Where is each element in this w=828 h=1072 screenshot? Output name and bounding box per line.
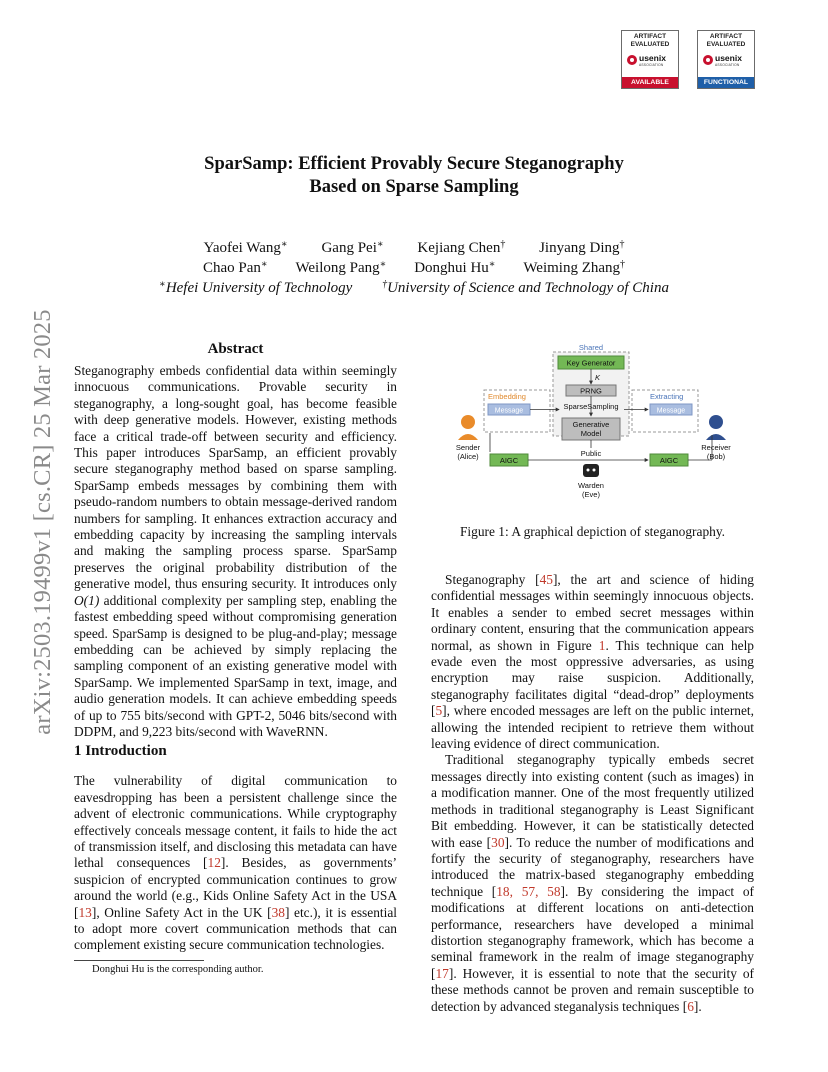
citation-link[interactable]: 45 (539, 572, 553, 587)
warden-label-2: (Eve) (582, 490, 600, 499)
badge-status: AVAILABLE (622, 77, 678, 88)
author: Weilong Pang∗ (295, 259, 387, 276)
footnote-rule (74, 960, 204, 961)
sender-aigc-label: AIGC (499, 456, 519, 465)
steganography-diagram (450, 340, 745, 505)
sparse-sampling-label: SparseSampling (563, 402, 619, 411)
citation-link[interactable]: 30 (491, 834, 505, 850)
artifact-badge-available (621, 30, 679, 89)
receiver-body-icon (706, 434, 726, 440)
author: Donghui Hu∗ (414, 259, 496, 276)
right-column-text (431, 572, 754, 1015)
citation-link[interactable]: 13 (78, 904, 92, 920)
sender-label-1: Sender (455, 443, 481, 452)
artifact-badge-functional (697, 30, 755, 89)
citation-link[interactable]: 17 (435, 965, 449, 981)
usenix-logo-icon (703, 52, 749, 72)
embedding-label: Embedding (488, 392, 526, 401)
complexity-math: O(1) (74, 592, 100, 608)
warden-icon (583, 464, 599, 477)
usenix-logo-icon (627, 52, 673, 72)
figure-caption: Figure 1: A graphical depiction of steganography. (459, 524, 726, 539)
citation-link[interactable]: 5 (435, 703, 443, 719)
citation-link[interactable]: 12 (207, 855, 221, 871)
affiliation: ∗Hefei University of Technology (159, 279, 353, 296)
receiver-icon (709, 415, 723, 429)
footnote: Donghui Hu is the corresponding author. (92, 964, 264, 975)
logo-subtext: ASSOCIATION (639, 63, 664, 67)
author: Kejiang Chen† (417, 239, 506, 256)
logo-subtext: ASSOCIATION (715, 63, 740, 67)
receiver-label-2: (Bob) (706, 452, 726, 461)
author: Weiming Zhang† (523, 259, 626, 276)
intro-paragraph: The vulnerability of digital communication to eavesdropping has been a persistent challenge since the advent of electronic communications. While cryptography effectively conceals message content, it fails to hide the act of transmission itself, and disclosing this metadata can have lethal consequences [12]. Besides, as governments’ suspicion of encrypted communication continues to grow around the world (e.g., Kids Online Safety Act in the USA [13], Online Safety Act in the UK [38] etc.), it is essential to adopt more covert communication methods that can complement existing secure communication technologies. (74, 773, 397, 953)
body-paragraph: Steganography [45], the art and science of hiding confidential messages within seemingly innocuous objects. It enables a sender to embed secret messages within ordinary content, ensuring that the communication appears normal, as shown in Figure 1. This technique can help evade even the most oppressive adversaries, as using encryption may raise suspicion. Additionally, steganography facilitates digital “dead-drop” deployments [5], where encoded messages are left on the public internet, allowing the intended recipient to retrieve them without leaving evidence of direct communication. (431, 572, 754, 752)
abstract-heading: Abstract (207, 341, 264, 357)
extracting-message-label: Message (656, 407, 686, 415)
extracting-label: Extracting (650, 392, 684, 401)
badge-line1: ARTIFACT (633, 33, 667, 40)
key-generator-label: Key Generator (566, 358, 616, 368)
arxiv-identifier: arXiv:2503.19499v1 [cs.CR] 25 Mar 2025 (29, 309, 56, 735)
affiliation: †University of Science and Technology of China (382, 279, 669, 296)
generative-model-label-1: Generative (572, 420, 610, 429)
sender-body-icon (458, 434, 478, 440)
citation-link[interactable]: 38 (271, 904, 285, 920)
logo-text: usenix (715, 53, 742, 63)
badge-line1: ARTIFACT (709, 33, 743, 40)
shared-label: Shared (578, 343, 604, 352)
figure-1-diagram (450, 340, 745, 505)
public-label: Public (580, 449, 602, 458)
affiliations (0, 275, 828, 298)
warden-label-1: Warden (578, 481, 604, 490)
key-k-label: K (595, 373, 601, 382)
sender-icon (461, 415, 475, 429)
title-line-2: Based on Sparse Sampling (309, 177, 519, 197)
section-heading: 1 Introduction (74, 743, 167, 759)
receiver-label-1: Receiver (701, 443, 731, 452)
logo-text: usenix (639, 53, 666, 63)
receiver-aigc-label: AIGC (659, 456, 679, 465)
prng-label: PRNG (580, 386, 602, 396)
badge-status: FUNCTIONAL (698, 77, 754, 88)
title-line-1: SparSamp: Efficient Provably Secure Steganography (204, 154, 624, 174)
embedding-message-label: Message (494, 407, 524, 415)
citation-link[interactable]: 6 (687, 998, 694, 1014)
badge-line2: EVALUATED (630, 41, 670, 48)
introduction-section (74, 743, 397, 954)
generative-model-label-2: Model (580, 429, 602, 438)
figure-link[interactable]: 1 (598, 637, 606, 653)
paper-title (0, 153, 828, 199)
abstract-body: Steganography embeds confidential data within seemingly innocuous communications. Provable security in steganography, a long-sought goal, has become feasible with deep generative models. However, existing methods face a critical trade-off between security and efficiency. This paper introduces SparSamp, an efficient provably secure steganography method based on sparse sampling. SparSamp embeds messages by combining them with pseudo-random numbers to obtain message-derived random numbers for sampling. It enhances extraction accuracy and embedding capacity by increasing the sampling intervals and making the sampling process sparse. SparSamp preserves the original probability distribution of the generative model, thus ensuring security. It introduces only O(1) additional complexity per sampling step, enabling the fastest embedding speed without compromising generation speed. SparSamp is designed to be plug-and-play; message embedding can be achieved by simply replacing the sampling component of an existing generative model with SparSamp. We implemented SparSamp in text, image, and audio generation models. It can achieve embedding speeds of up to 755 bits/second with GPT-2, 5046 bits/second with DDPM, and 9,223 bits/second with WaveRNN. (74, 363, 397, 739)
author: Gang Pei∗ (321, 239, 384, 256)
author: Yaofei Wang∗ (203, 239, 288, 256)
body-paragraph: Traditional steganography typically embeds secret messages directly into existing content (such as images) in a modification manner. One of the most frequently utilized methods in traditional steganography is Least Significant Bit embedding. However, it can be statistically detected with ease [30]. To reduce the number of modifications and fortify the security of steganography, researchers have introduced the matrix-based steganography embedding technique [18, 57, 58]. By considering the impact of modifications at different locations on anti-detection performance, researchers have developed a minimal distortion steganography framework, which has become a seminal framework in the realm of image steganography [17]. However, it is essential to note that the security of these methods cannot be proven and remain susceptible to detection by advanced steganalysis techniques [6]. (431, 752, 755, 1014)
arxiv-stamp (23, 287, 63, 757)
author: Jinyang Ding† (539, 239, 625, 256)
citation-link[interactable]: 18, 57, 58 (496, 883, 561, 899)
author: Chao Pan∗ (202, 259, 268, 276)
badge-line2: EVALUATED (706, 41, 746, 48)
sender-label-2: (Alice) (457, 452, 479, 461)
